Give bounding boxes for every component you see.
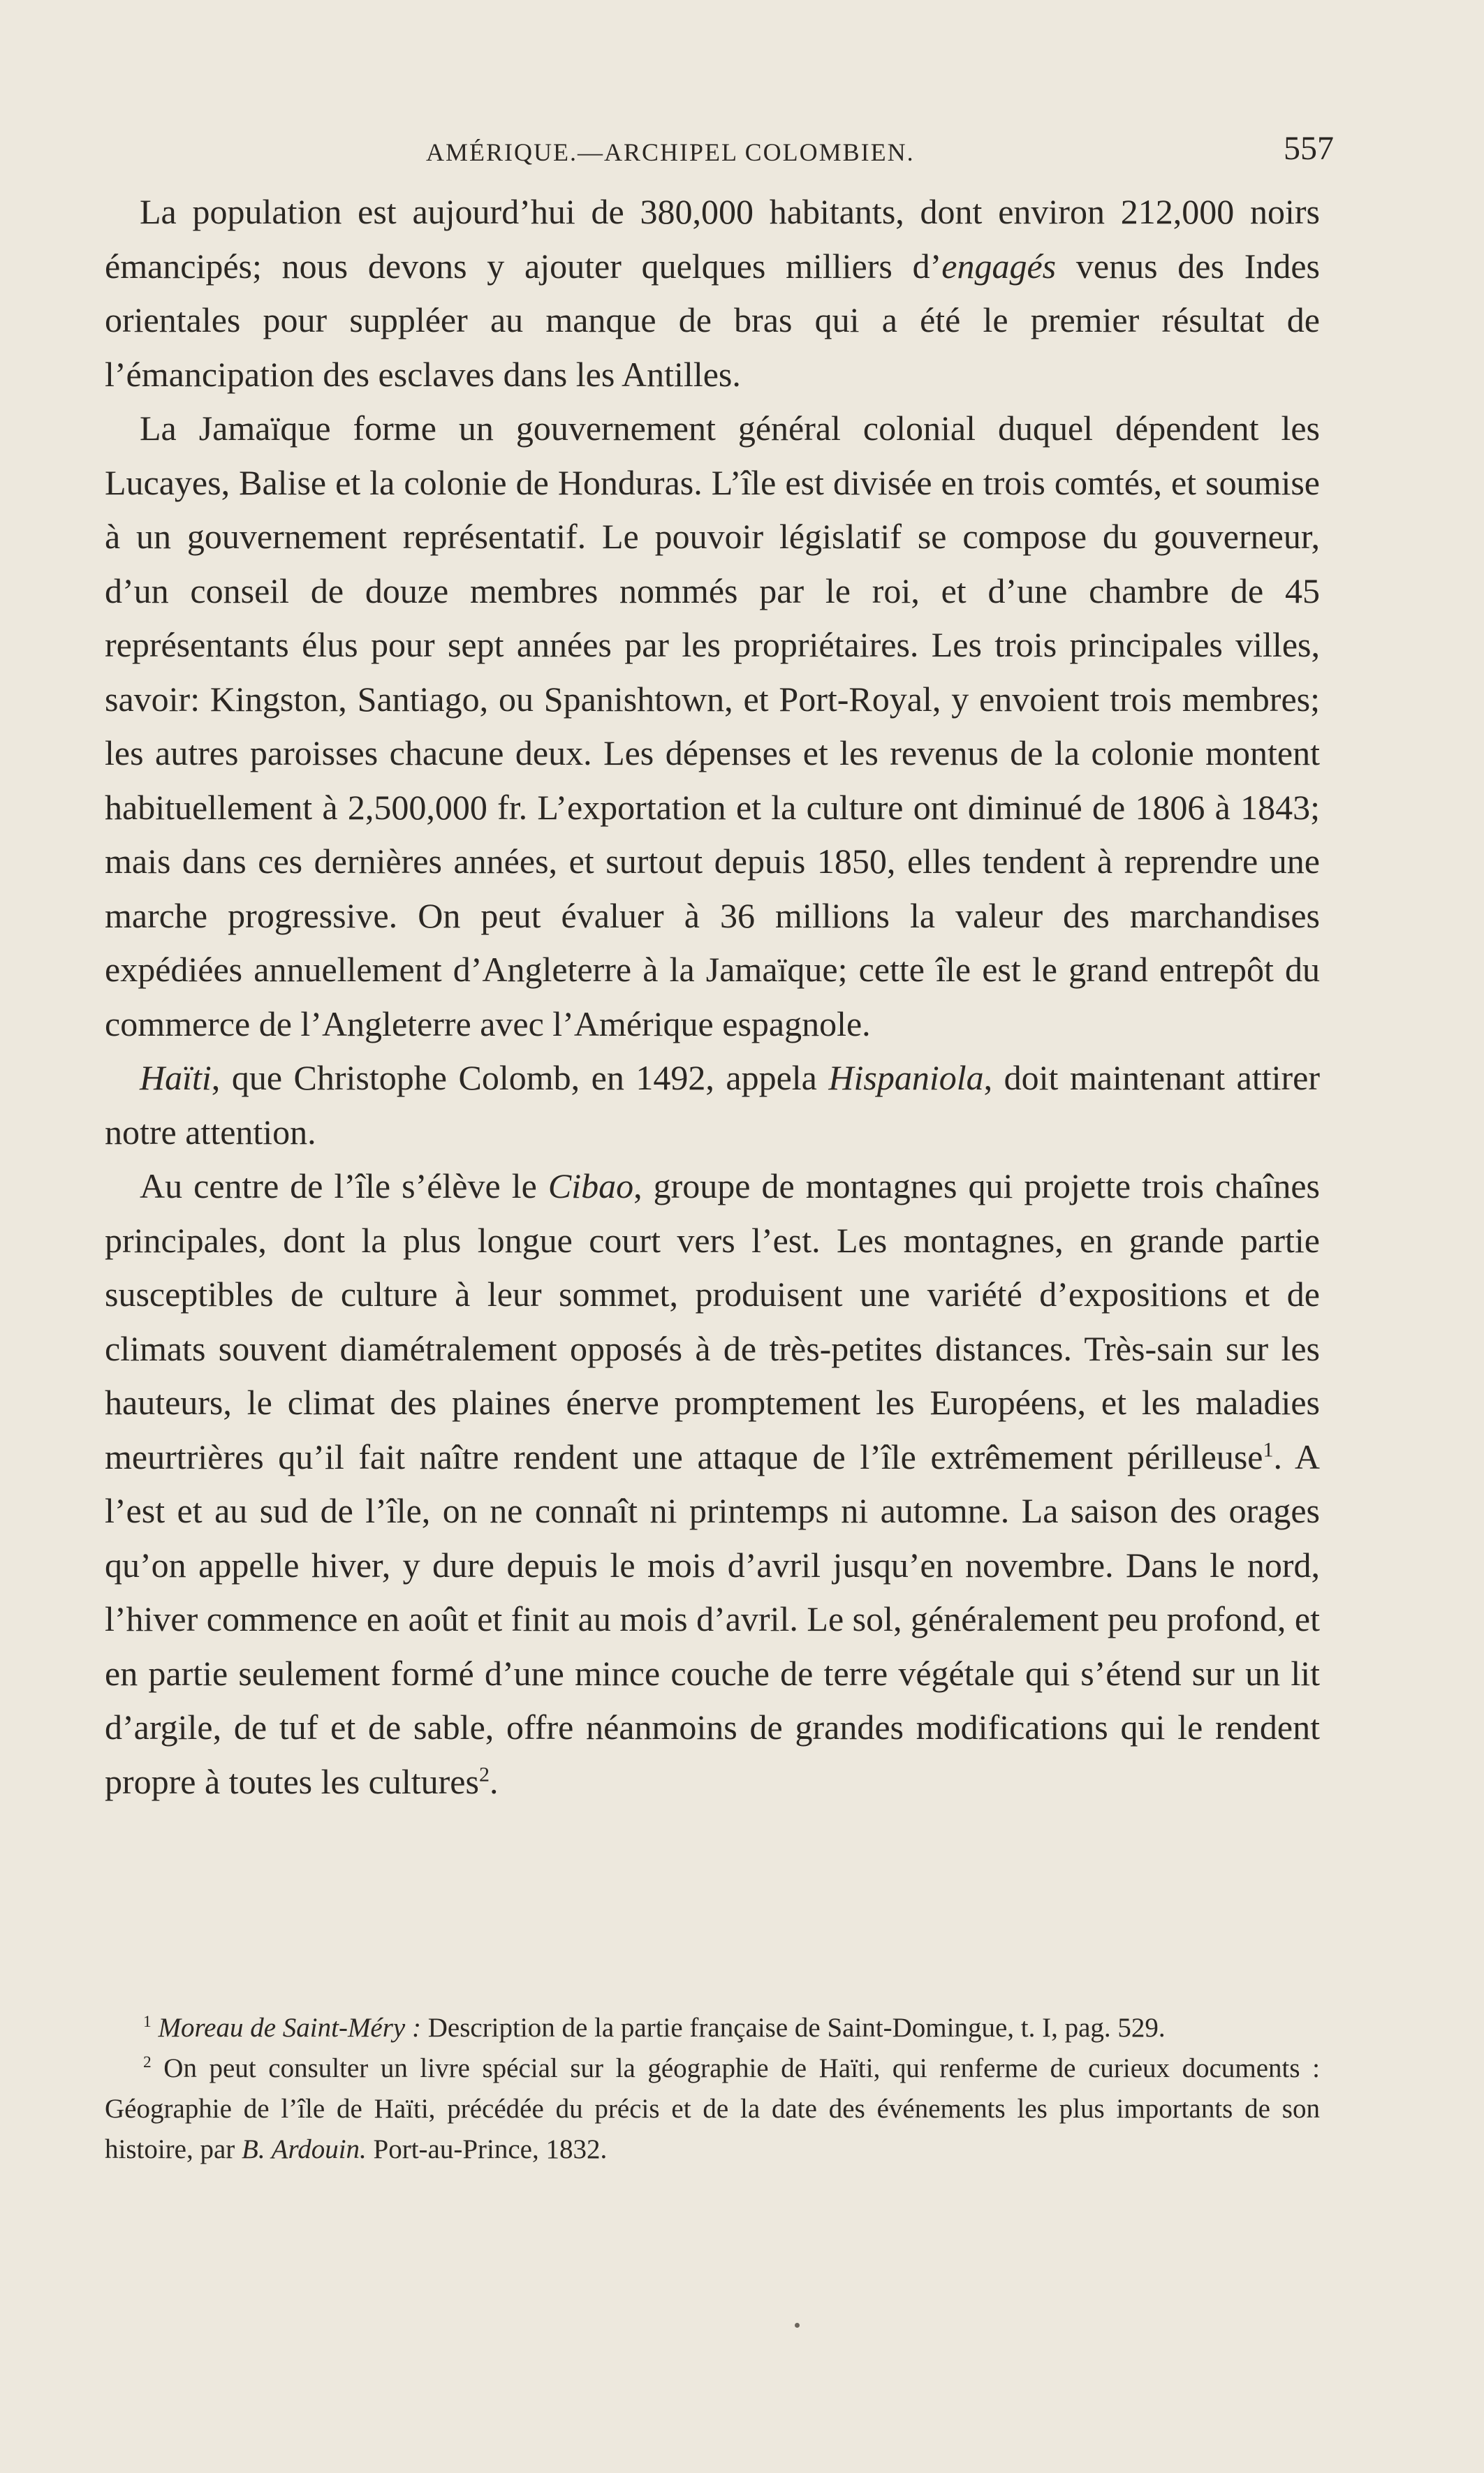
italic-term: Haïti [140, 1058, 212, 1097]
italic-term: Cibao [548, 1166, 634, 1205]
footnote-author: Moreau de Saint-Méry : [158, 2013, 421, 2043]
footnote-mark: 2 [143, 2053, 152, 2071]
footnote-author: B. Ardouin. [242, 2134, 367, 2164]
text-run: La Jamaïque forme un gouvernement général colonial duquel dépendent les Lucayes, Balise et la colonie de Honduras. L’île est divisée en trois comtés, et soumise à un gouvernement représentatif. Le pouvoir législatif se compose du gouverneur, d’un conseil de douze membres nommés par le roi, et d’une chambre de 45 représentants élus pour sept années par les propriétaires. Les trois principales villes, savoir: Kingston, Santiago, ou Spanishtown, et Port-Royal, y envoient trois membres; les autres paroisses chacune deux. Les dépenses et les revenus de la colonie montent habituellement à 2,500,000 fr. L’exportation et la culture ont diminué de 1806 à 1843; mais dans ces dernières années, et surtout depuis 1850, elles tendent à reprendre une marche progressive. On peut évaluer à 36 millions la valeur des marchandises expédiées annuellement d’Angleterre à la Jamaïque; cette île est le grand entrepôt du commerce de l’Angleterre avec l’Amérique espagnole. [105, 409, 1320, 1043]
body-text [105, 185, 1320, 1809]
ink-speck [795, 2323, 800, 2328]
text-run: . A l’est et au sud de l’île, on ne connaît ni printemps ni automne. La saison des orages qu’on appelle hiver, y dure depuis le mois d’avril jusqu’en novembre. Dans le nord, l’hiver commence en août et finit au mois d’avril. Le sol, généralement peu profond, et en partie seulement formé d’une mince couche de terre végétale qui s’étend sur un lit d’argile, de tuf et de sable, offre néanmoins de grandes modifications qui le rendent propre à toutes les cultures [105, 1437, 1320, 1801]
footnote-text: Port-au-Prince, 1832. [366, 2134, 608, 2164]
text-run: , groupe de montagnes qui projette trois chaînes principales, dont la plus longue court vers l’est. Les montagnes, en grande partie susceptibles de culture à leur sommet, produisent une variété d’expositions et de climats souvent diamétralement opposés à de très-petites distances. Très-sain sur les hauteurs, le climat des plaines énerve promptement les Européens, et les maladies meurtrières qu’il fait naître rendent une attaque de l’île extrêmement périlleuse [105, 1166, 1320, 1476]
running-title: AMÉRIQUE.—ARCHIPEL COLOMBIEN. [426, 138, 915, 166]
paragraph-jamaica [105, 402, 1320, 1051]
footnote-ref: 2 [478, 1762, 490, 1786]
running-head [426, 129, 1334, 171]
italic-term: engagés [941, 246, 1057, 286]
italic-term: Hispaniola [828, 1058, 984, 1097]
text-run: Au centre de l’île s’élève le [140, 1166, 548, 1205]
footnote-ref: 1 [1263, 1437, 1274, 1461]
page-number: 557 [1284, 130, 1334, 167]
text-run: , doit maintenant attirer notre attention. [105, 1058, 1320, 1152]
footnote-1 [105, 2008, 1320, 2048]
footnote-mark: 1 [143, 2013, 152, 2031]
footnote-text: On peut consulter un livre spécial sur la géographie de Haïti, qui renferme de curieux documents : Géographie de l’île de Haïti, précédée du précis et de la date des événements les plus importants de son histoire, par [105, 2053, 1320, 2164]
text-run: La population est aujourd’hui de 380,000 habitants, dont environ 212,000 noirs émancipés; nous devons y ajouter quelques milliers d’ [105, 192, 1320, 286]
footnote-2 [105, 2048, 1320, 2170]
footnotes [105, 2008, 1320, 2170]
text-run: venus des Indes orientales pour suppléer au manque de bras qui a été le premier résultat de l’émancipation des esclaves dans les Antilles. [105, 246, 1320, 394]
paragraph-cibao [105, 1159, 1320, 1809]
footnote-text: Description de la partie française de Saint-Domingue, t. I, pag. 529. [420, 2013, 1166, 2043]
text-run: . [489, 1761, 499, 1801]
paragraph-haiti [105, 1051, 1320, 1159]
paragraph-population [105, 185, 1320, 402]
text-run: , que Christophe Colomb, en 1492, appela [211, 1058, 829, 1097]
